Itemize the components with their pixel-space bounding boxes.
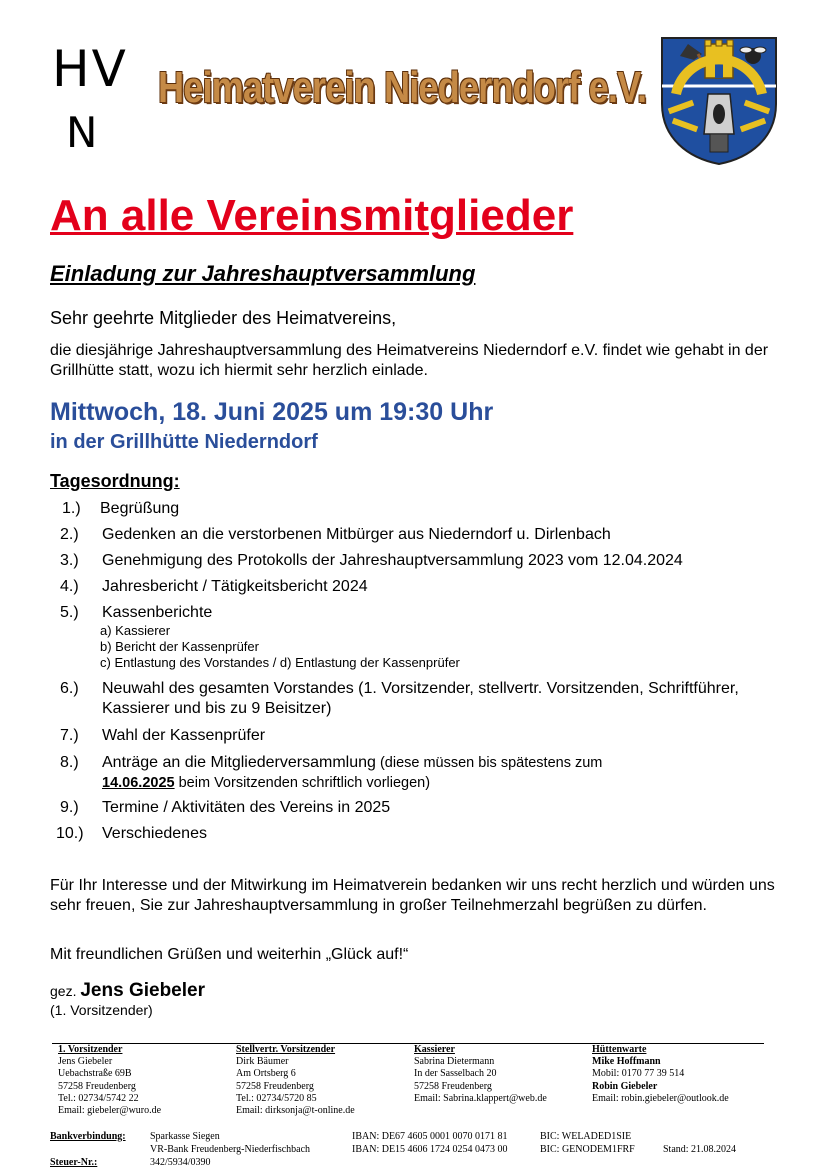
- footer-col-heading: Kassierer: [414, 1044, 455, 1055]
- agenda-item-text-cont: [102, 773, 430, 793]
- main-title: An alle Vereinsmitglieder: [50, 191, 574, 240]
- agenda-number: 9.): [60, 799, 79, 816]
- intro-paragraph: die diesjährige Jahreshauptversammlung des Heimatvereins Niederndorf e.V. findet wie gehabt in der Grillhütte statt, wozu ich hiermit sehr herzlich einlade.: [50, 342, 769, 379]
- logo-hv: HV: [52, 40, 128, 98]
- agenda-item-text: Gedenken an die verstorbenen Mitbürger aus Niederndorf u. Dirlenbach: [102, 526, 611, 543]
- footer-line: Robin Giebeler: [592, 1080, 658, 1092]
- footer-line: Sabrina Dietermann: [414, 1056, 495, 1068]
- bank1-name: Sparkasse Siegen: [150, 1131, 220, 1142]
- footer-line: Tel.: 02734/5742 22: [58, 1092, 139, 1104]
- agenda-number: 10.): [56, 825, 84, 842]
- agenda-text-a: Anträge: [102, 754, 163, 771]
- footer-line: 57258 Freudenberg: [236, 1080, 314, 1092]
- agenda-text-rest: beim Vorsitzenden schriftlich vorliegen): [174, 775, 431, 791]
- agenda-number: 3.): [60, 552, 79, 569]
- agenda-number: 7.): [60, 727, 79, 744]
- agenda-item-text: Neuwahl des gesamten Vorstandes (1. Vorsitzender, stellvertr. Vorsitzenden, Schriftführer,: [102, 680, 739, 697]
- footer-line: In der Sasselbach 20: [414, 1068, 497, 1080]
- footer-col-hut: [592, 1044, 729, 1105]
- agenda-number: 5.): [60, 604, 79, 621]
- footer-email[interactable]: Email: giebeler@wuro.de: [58, 1105, 162, 1117]
- agenda-number: 2.): [60, 526, 79, 543]
- salutation: Sehr geehrte Mitglieder des Heimatvereins,: [50, 308, 397, 328]
- footer-email[interactable]: Email: Sabrina.klappert@web.de: [414, 1092, 547, 1104]
- agenda-number: 8.): [60, 754, 79, 771]
- footer-col-heading: Stellvertr. Vorsitzender: [236, 1044, 336, 1055]
- event-location: in der Grillhütte Niederndorf: [50, 431, 318, 453]
- footer-line: Am Ortsberg 6: [236, 1068, 296, 1080]
- agenda-number: 6.): [60, 680, 79, 697]
- signature-name: Jens Giebeler: [80, 980, 205, 1001]
- deadline-date: 14.06.2025: [102, 775, 175, 791]
- agenda-subitem: a) Kassierer: [100, 623, 171, 638]
- stand-date: Stand: 21.08.2024: [663, 1144, 737, 1155]
- footer-line: 57258 Freudenberg: [58, 1080, 136, 1092]
- footer-col-vice: [236, 1044, 355, 1117]
- footer-col-heading: Hüttenwarte: [592, 1044, 647, 1055]
- bank1-iban: IBAN: DE67 4605 0001 0070 0171 81: [352, 1131, 508, 1142]
- agenda-heading: Tagesordnung:: [50, 471, 180, 491]
- bank2-iban: IBAN: DE15 4606 1724 0254 0473 00: [352, 1144, 508, 1155]
- greeting: Mit freundlichen Grüßen und weiterhin „Glück auf!“: [50, 946, 409, 963]
- logo-n: N: [66, 108, 98, 157]
- brand-title: Heimatverein Niederndorf e.V.: [158, 63, 647, 112]
- agenda-text-b: an die Mitgliederversammlung: [162, 754, 376, 771]
- closing-paragraph: Für Ihr Interesse und der Mitwirkung im Heimatverein bedanken wir uns recht herzlich und würden uns sehr freuen, Sie zur Jahreshauptversammlung in großer Teilnehmerzahl begrüßen zu dürfen.: [50, 877, 775, 914]
- footer-line: Uebachstraße 69B: [58, 1068, 132, 1080]
- footer-line: Dirk Bäumer: [236, 1056, 289, 1068]
- agenda-subitem: b) Bericht der Kassenprüfer: [100, 639, 259, 654]
- agenda-item-text: Jahresbericht / Tätigkeitsbericht 2024: [102, 578, 368, 595]
- agenda-item-text: Verschiedenes: [102, 825, 207, 842]
- subtitle: Einladung zur Jahreshauptversammlung: [50, 261, 476, 286]
- coat-of-arms-icon: [658, 34, 780, 166]
- bank-label: Bankverbindung:: [50, 1131, 126, 1142]
- agenda-subitem: c) Entlastung des Vorstandes / d) Entlastung der Kassenprüfer: [100, 655, 460, 670]
- footer-col-chairman: [58, 1044, 161, 1117]
- agenda-item-text: Begrüßung: [100, 500, 180, 517]
- agenda-item-text-cont: Kassierer und bis zu 9 Beisitzer): [102, 700, 332, 717]
- footer-email[interactable]: Email: robin.giebeler@outlook.de: [592, 1092, 729, 1104]
- footer-line: Jens Giebeler: [58, 1056, 113, 1068]
- agenda-item-text: Wahl der Kassenprüfer: [102, 727, 266, 744]
- signature-prefix: gez.: [50, 983, 81, 999]
- footer-line: Mobil: 0170 77 39 514: [592, 1068, 685, 1080]
- agenda-number: 4.): [60, 578, 79, 595]
- footer-col-treasurer: [414, 1044, 547, 1105]
- agenda-item-text: Termine / Aktivitäten des Vereins in 2025: [102, 799, 391, 816]
- agenda-item-text: [102, 753, 602, 773]
- agenda-number: 1.): [62, 500, 81, 517]
- footer-line: 57258 Freudenberg: [414, 1080, 492, 1092]
- bank1-bic: BIC: WELADED1SIE: [540, 1131, 632, 1142]
- tax-number: 342/5934/0390: [150, 1157, 211, 1168]
- signature-role: (1. Vorsitzender): [50, 1002, 153, 1018]
- tax-label: Steuer-Nr.:: [50, 1157, 98, 1168]
- bank2-name: VR-Bank Freudenberg-Niederfischbach: [150, 1144, 311, 1155]
- footer-col-heading: 1. Vorsitzender: [58, 1044, 123, 1055]
- agenda-text-c: (diese müssen bis spätestens zum: [375, 755, 603, 771]
- footer-email[interactable]: Email: dirksonja@t-online.de: [236, 1105, 355, 1117]
- agenda-item-text: Genehmigung des Protokolls der Jahreshauptversammlung 2023 vom 12.04.2024: [102, 552, 683, 569]
- agenda-item-text: Kassenberichte: [102, 604, 213, 621]
- footer-line: Tel.: 02734/5720 85: [236, 1092, 317, 1104]
- bank2-bic: BIC: GENODEM1FRF: [540, 1144, 635, 1155]
- footer-line: Mike Hoffmann: [592, 1056, 661, 1068]
- event-date: Mittwoch, 18. Juni 2025 um 19:30 Uhr: [50, 398, 494, 426]
